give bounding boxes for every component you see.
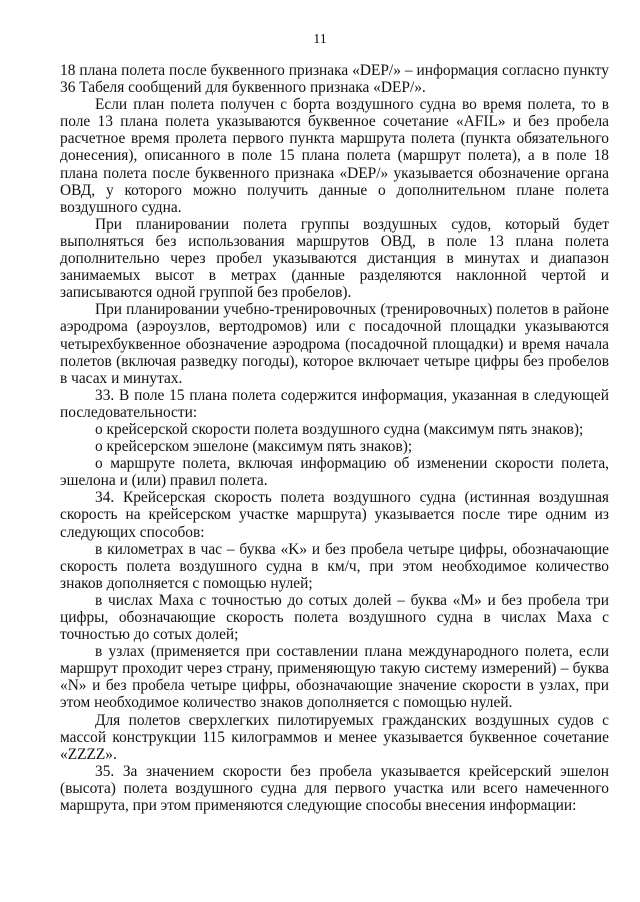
paragraph-item-33: 33. В поле 15 плана полета содержится информация, указанная в следующей последовательности: [60, 386, 609, 421]
paragraph-continuation: 18 плана полета после буквенного признака «DEP/» – информация согласно пункту 36 Табеля сообщений для буквенного признака «DEP/». [60, 62, 609, 97]
paragraph-training-flights: При планировании учебно-тренировочных (тренировочных) полетов в районе аэродрома (аэроузлов, вертодромов) или с посадочной площадки указываются четырехбуквенное обозначение аэродрома (посадочной площадки) и время начала полетов (включая разведку погоды), которое включает четыре цифры без пробелов в часах и минутах. [60, 301, 609, 387]
list-item-cruise-level: о крейсерском эшелоне (максимум пять знаков); [95, 438, 413, 456]
paragraph-ultralight: Для полетов сверхлегких пилотируемых гражданских воздушных судов с массой конструкции 115 килограммов и менее указывается буквенное сочетание «ZZZZ». [60, 711, 609, 763]
body-text [60, 62, 609, 814]
paragraph-item-34: 34. Крейсерская скорость полета воздушного судна (истинная воздушная скорость на крейсерском участке маршрута) указывается после тире одним из следующих способов: [60, 489, 609, 541]
paragraph-afil: Если план полета получен с борта воздушного судна во время полета, то в поле 13 плана полета указываются буквенное сочетание «AFIL» и без пробела расчетное время пролета первого пункта маршрута полета (пункта обязательного донесения), описанного в поле 15 плана полета (маршрут полета), а в поле 18 плана полета после буквенного признака «DEP/» указывается обозначение органа ОВД, у которого можно получить данные о дополнительном плане полета воздушного судна. [60, 96, 609, 216]
list-item-cruise-speed: о крейсерской скорости полета воздушного судна (максимум пять знаков); [95, 420, 584, 438]
paragraph-item-35: 35. За значением скорости без пробела указывается крейсерский эшелон (высота) полета воздушного судна для первого участка или всего намеченного маршрута, при этом применяются следующие способы внесения информации: [60, 762, 609, 815]
speed-option-knots: в узлах (применяется при составлении плана международного полета, если маршрут проходит через страну, применяющую такую систему измерений) – буква «N» и без пробела четыре цифры, обозначающие значение скорости в узлах, при этом необходимое количество знаков дополняется с помощью нулей. [60, 643, 609, 712]
page-number: 11 [313, 32, 327, 47]
speed-option-kmh: в километрах в час – буква «K» и без пробела четыре цифры, обозначающие скорость полета воздушного судна в км/ч, при этом необходимое количество знаков дополняется с помощью нулей; [60, 540, 609, 592]
list-item-route: о маршруте полета, включая информацию об изменении скорости полета, эшелона и (или) правил полета. [60, 455, 609, 490]
paragraph-group-flight: При планировании полета группы воздушных судов, который будет выполняться без использования маршрутов ОВД, в поле 13 плана полета дополнительно через пробел указываются дистанция в минутах и диапазон занимаемых высот в метрах (данные разделяются наклонной чертой и записываются одной группой без пробелов). [60, 215, 609, 302]
speed-option-mach: в числах Маха с точностью до сотых долей – буква «M» и без пробела три цифры, обозначающие скорость полета воздушного судна в числах Маха с точностью до сотых долей; [60, 591, 609, 644]
